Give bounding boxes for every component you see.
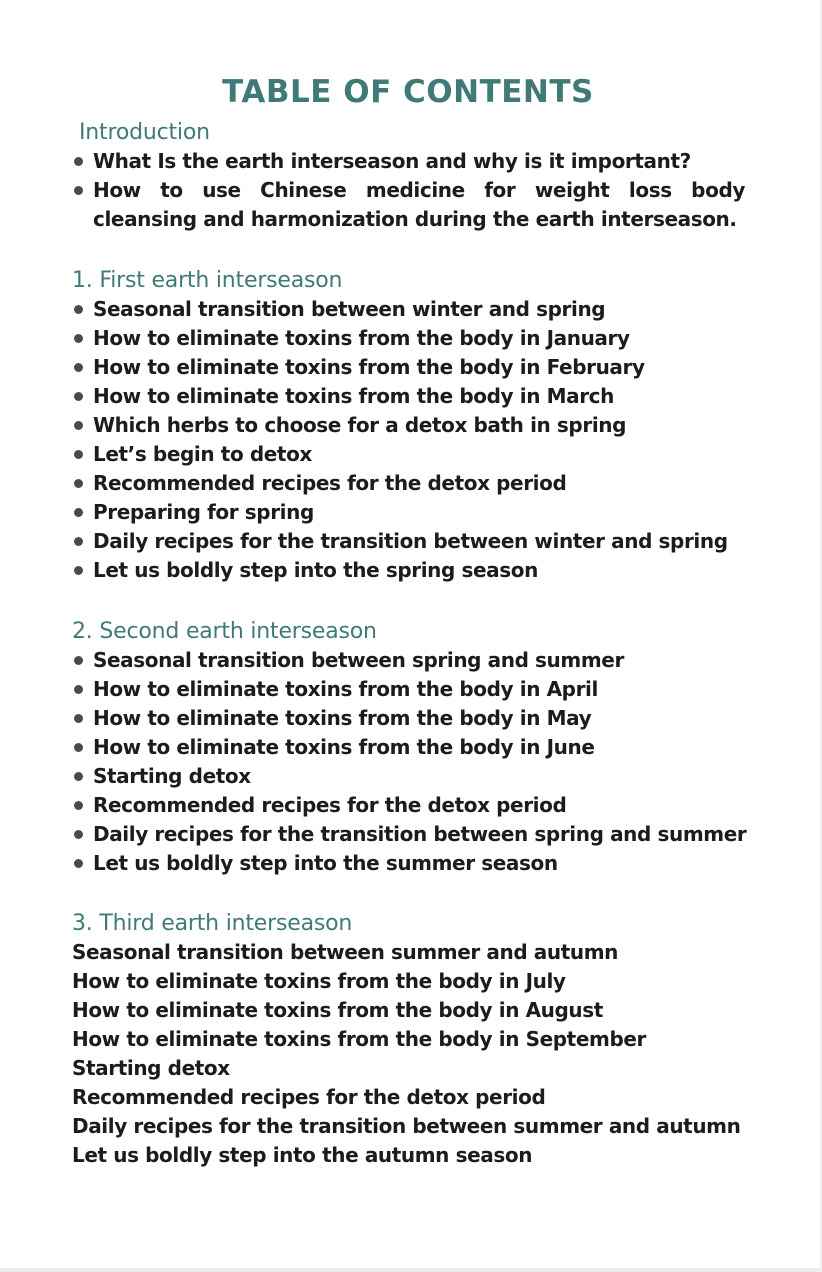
bullet-icon — [74, 157, 83, 166]
list-item: How to eliminate toxins from the body in April — [72, 675, 762, 704]
list-item: Recommended recipes for the detox period — [72, 1085, 546, 1109]
bullet-icon — [74, 363, 83, 372]
list-item: Preparing for spring — [72, 498, 762, 527]
bullet-icon — [74, 305, 83, 314]
section-heading-first: 1. First earth interseason — [72, 268, 343, 293]
third-section-list — [72, 938, 762, 1170]
list-item: How to eliminate toxins from the body in January — [72, 324, 762, 353]
list-item: How to eliminate toxins from the body in February — [72, 353, 762, 382]
bullet-icon — [74, 566, 83, 575]
list-item: Daily recipes for the transition between spring and summer — [72, 820, 762, 849]
bullet-icon — [74, 743, 83, 752]
section-heading-third: 3. Third earth interseason — [72, 911, 353, 936]
bullet-icon — [74, 537, 83, 546]
first-section-list — [72, 295, 762, 585]
section-third-earth-interseason — [72, 909, 762, 1170]
list-item: How to eliminate toxins from the body in September — [72, 1027, 646, 1051]
list-item: How to eliminate toxins from the body in July — [72, 969, 566, 993]
list-item: Seasonal transition between spring and summer — [72, 646, 762, 675]
bullet-icon — [74, 801, 83, 810]
bullet-icon — [74, 685, 83, 694]
list-item: How to eliminate toxins from the body in August — [72, 998, 603, 1022]
bullet-icon — [74, 334, 83, 343]
list-item: Seasonal transition between winter and spring — [72, 295, 762, 324]
bullet-icon — [74, 186, 83, 195]
list-item: Let us boldly step into the spring season — [72, 556, 762, 585]
list-item: Starting detox — [72, 762, 762, 791]
list-item: Daily recipes for the transition between winter and spring — [72, 527, 762, 556]
list-item: Recommended recipes for the detox period — [72, 791, 762, 820]
bullet-icon — [74, 714, 83, 723]
page-title: TABLE OF CONTENTS — [222, 74, 594, 110]
list-item: Seasonal transition between summer and autumn — [72, 940, 619, 964]
bullet-icon — [74, 450, 83, 459]
list-item: Daily recipes for the transition between summer and autumn — [72, 1114, 741, 1138]
list-item: Which herbs to choose for a detox bath in spring — [72, 411, 762, 440]
list-item: Recommended recipes for the detox period — [72, 469, 762, 498]
bullet-icon — [74, 421, 83, 430]
list-item: Let us boldly step into the summer season — [72, 849, 762, 878]
introduction-list — [72, 147, 769, 234]
bullet-icon — [74, 772, 83, 781]
list-item: How to eliminate toxins from the body in March — [72, 382, 762, 411]
bullet-icon — [74, 479, 83, 488]
bullet-icon — [74, 392, 83, 401]
list-item: Let’s begin to detox — [72, 440, 762, 469]
section-heading-second: 2. Second earth interseason — [72, 619, 377, 644]
second-section-list — [72, 646, 762, 878]
section-second-earth-interseason — [72, 617, 762, 878]
list-item: Let us boldly step into the autumn season — [72, 1143, 533, 1167]
bullet-icon — [74, 830, 83, 839]
list-item: How to use Chinese medicine for weight loss body cleansing and harmonization during the earth interseason. — [72, 176, 745, 234]
list-item: Starting detox — [72, 1056, 230, 1080]
section-heading-introduction: Introduction — [79, 120, 210, 145]
bullet-icon — [74, 656, 83, 665]
bullet-icon — [74, 508, 83, 517]
section-first-earth-interseason — [72, 266, 762, 585]
list-item: How to eliminate toxins from the body in May — [72, 704, 762, 733]
bullet-icon — [74, 859, 83, 868]
list-item: How to eliminate toxins from the body in June — [72, 733, 762, 762]
list-item: What Is the earth interseason and why is it important? — [72, 147, 769, 176]
section-introduction — [79, 118, 769, 234]
